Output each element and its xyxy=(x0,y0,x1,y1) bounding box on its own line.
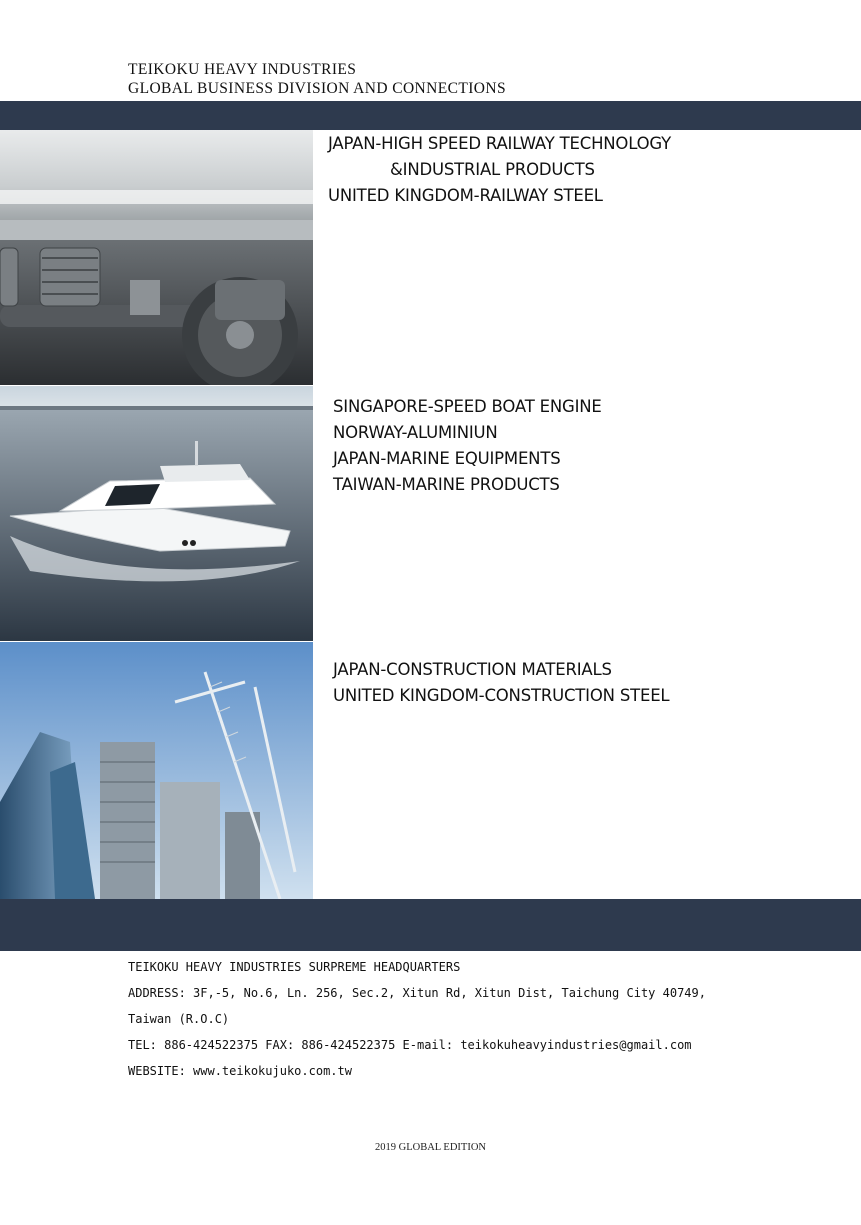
division-title: GLOBAL BUSINESS DIVISION AND CONNECTIONS xyxy=(128,80,506,97)
construction-photo xyxy=(0,642,313,899)
construction-line-2: UNITED KINGDOM-CONSTRUCTION STEEL xyxy=(333,686,670,705)
railway-caption xyxy=(328,131,671,209)
address-line-2: Taiwan (R.O.C) xyxy=(128,1012,230,1026)
company-name: TEIKOKU HEAVY INDUSTRIES xyxy=(128,61,357,78)
edition-label: 2019 GLOBAL EDITION xyxy=(374,1142,486,1153)
marine-line-1: SINGAPORE-SPEED BOAT ENGINE xyxy=(333,397,602,416)
contact-line: TEL: 886-424522375 FAX: 886-424522375 E-mail: teikokuheavyindustries@gmail.com xyxy=(128,1038,692,1052)
marine-caption xyxy=(333,394,602,498)
marine-line-2: NORWAY-ALUMINIUN xyxy=(333,423,498,442)
marine-line-3: JAPAN-MARINE EQUIPMENTS xyxy=(333,449,561,468)
railway-line-2: &INDUSTRIAL PRODUCTS xyxy=(390,160,595,179)
railway-line-3: UNITED KINGDOM-RAILWAY STEEL xyxy=(328,186,603,205)
railway-photo xyxy=(0,130,313,385)
website-line: WEBSITE: www.teikokujuko.com.tw xyxy=(128,1064,352,1078)
footer-contact xyxy=(128,954,706,1084)
construction-caption xyxy=(333,657,669,709)
marine-line-4: TAIWAN-MARINE PRODUCTS xyxy=(333,475,560,494)
address-line-1: ADDRESS: 3F,-5, No.6, Ln. 256, Sec.2, Xitun Rd, Xitun Dist, Taichung City 40749, xyxy=(128,986,706,1000)
railway-line-1: JAPAN-HIGH SPEED RAILWAY TECHNOLOGY xyxy=(328,134,672,153)
hq-title: TEIKOKU HEAVY INDUSTRIES SURPREME HEADQUARTERS xyxy=(128,960,461,974)
top-band xyxy=(0,101,861,130)
speedboat-photo xyxy=(0,386,313,641)
bottom-band xyxy=(0,899,861,951)
document-header xyxy=(128,60,506,98)
construction-line-1: JAPAN-CONSTRUCTION MATERIALS xyxy=(333,660,612,679)
